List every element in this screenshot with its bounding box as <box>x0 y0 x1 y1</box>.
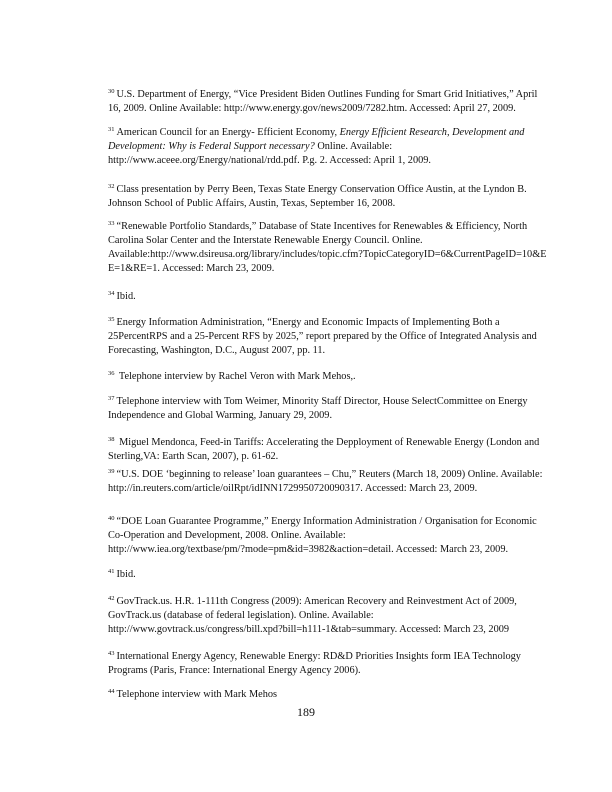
footnote-line <box>108 262 548 276</box>
italic-title-text: Development: Why is Federal Support necessary? <box>108 141 315 152</box>
footnote-line <box>108 543 548 557</box>
footnote-text: http://www.aceee.org/Energy/national/rdd.pdf. P.g. 2. Accessed: April 1, 2009. <box>108 155 431 166</box>
footnote-number: 42 <box>108 595 115 602</box>
footnote-line <box>108 248 548 262</box>
footnote-text: “U.S. DOE ‘beginning to release’ loan guarantees – Chu,” Reuters (March 18, 2009) Online. Available: <box>116 469 543 480</box>
footnote-text: “DOE Loan Guarantee Programme,” Energy Information Administration / Organisation for Economic <box>116 516 537 527</box>
footnote-42 <box>108 595 548 637</box>
footnote-35 <box>108 316 548 358</box>
footnote-line <box>108 197 548 211</box>
footnote-number: 35 <box>108 316 115 323</box>
footnote-line <box>108 450 548 464</box>
footnote-line <box>108 623 548 637</box>
footnote-number: 34 <box>108 290 115 297</box>
page-number: 189 <box>297 705 315 719</box>
footnote-line <box>108 344 548 358</box>
footnote-text: Class presentation by Perry Been, Texas State Energy Conservation Office Austin, at the Lyndon B. <box>116 184 527 195</box>
footnote-line <box>108 650 548 664</box>
footnote-text: 16, 2009. Online Available: http://www.energy.gov/news2009/7282.htm. Accessed: April 27, 2009. <box>108 103 516 114</box>
footnote-30 <box>108 88 548 116</box>
footnote-line <box>108 688 548 702</box>
footnote-line <box>108 330 548 344</box>
footnote-text: Johnson School of Public Affairs, Austin, Texas, September 16, 2008. <box>108 198 396 209</box>
footnote-text: GovTrack.us. H.R. 1-111th Congress (2009): American Recovery and Reinvestment Act of 2009, <box>116 596 517 607</box>
footnote-line <box>108 220 548 234</box>
footnote-44 <box>108 688 548 702</box>
footnote-text: International Energy Agency, Renewable Energy: RD&D Priorities Insights form IEA Technology <box>116 651 521 662</box>
footnote-line <box>108 316 548 330</box>
footnote-number: 36 <box>108 370 115 377</box>
footnote-number: 44 <box>108 688 115 695</box>
italic-title-text: Energy Efficient Research, Development and <box>339 127 525 138</box>
footnote-text: Forecasting, Washington, D.C., August 2007, pp. 11. <box>108 345 326 356</box>
footnote-line <box>108 395 548 409</box>
footnote-40 <box>108 515 548 557</box>
footnote-line <box>108 664 548 678</box>
footnote-37 <box>108 395 548 423</box>
footnote-line <box>108 370 548 384</box>
footnote-number: 38 <box>108 436 115 443</box>
footnote-number: 39 <box>108 468 115 475</box>
footnote-line <box>108 529 548 543</box>
footnote-text: Available:http://www.dsireusa.org/library/includes/topic.cfm?TopicCategoryID=6&CurrentPageID=10&E <box>108 249 547 260</box>
footnote-text: American Council for an Energy- Efficient Economy, <box>116 127 340 138</box>
footnote-41 <box>108 568 548 582</box>
footnote-line <box>108 436 548 450</box>
footnote-text: http://www.iea.org/textbase/pm/?mode=pm&id=3982&action=detail. Accessed: March 23, 2009. <box>108 544 509 555</box>
footnote-text: Energy Information Administration, “Energy and Economic Impacts of Implementing Both a <box>116 317 500 328</box>
footnote-text: E=1&RE=1. Accessed: March 23, 2009. <box>108 263 275 274</box>
footnote-32 <box>108 183 548 211</box>
footnote-number: 37 <box>108 395 115 402</box>
footnote-39 <box>108 468 548 496</box>
footnote-number: 33 <box>108 220 115 227</box>
footnote-text: Telephone interview with Tom Weimer, Minority Staff Director, House SelectCommittee on Energy <box>116 396 528 407</box>
footnote-number: 31 <box>108 126 115 133</box>
footnote-text: U.S. Department of Energy, “Vice President Biden Outlines Funding for Smart Grid Initiatives,” April <box>116 89 538 100</box>
footnote-34 <box>108 290 548 304</box>
footnote-line <box>108 409 548 423</box>
footnote-line <box>108 140 548 154</box>
footnote-43 <box>108 650 548 678</box>
footnote-text: http://www.govtrack.us/congress/bill.xpd?bill=h111-1&tab=summary. Accessed: March 23, 2009 <box>108 624 510 635</box>
footnote-line <box>108 126 548 140</box>
footnote-36 <box>108 370 548 384</box>
footnote-text: Programs (Paris, France: International Energy Agency 2006). <box>108 665 361 676</box>
footnote-33 <box>108 220 548 276</box>
footnote-text: Telephone interview with Mark Mehos <box>116 689 278 700</box>
footnote-line <box>108 88 548 102</box>
footnote-text: GovTrack.us (database of federal legislation). Online. Available: <box>108 610 374 621</box>
footnote-line <box>108 609 548 623</box>
footnote-38 <box>108 436 548 464</box>
footnote-text: Carolina Solar Center and the Interstate Renewable Energy Council. Online. <box>108 235 423 246</box>
footnote-line <box>108 515 548 529</box>
footnote-text: 25PercentRPS and a 25-Percent RFS by 2025,” report prepared by the Office of Integrated Analysis and <box>108 331 537 342</box>
footnote-line <box>108 154 548 168</box>
footnote-text: http://in.reuters.com/article/oilRpt/idINN1729950720090317. Accessed: March 23, 2009. <box>108 483 478 494</box>
footnote-line <box>108 290 548 304</box>
footnote-line <box>108 234 548 248</box>
footnote-number: 30 <box>108 88 115 95</box>
footnote-number: 43 <box>108 650 115 657</box>
footnote-line <box>108 482 548 496</box>
footnote-number: 32 <box>108 183 115 190</box>
footnote-line <box>108 102 548 116</box>
footnote-text: Ibid. <box>116 291 136 302</box>
footnote-text: Independence and Global Warming, January 29, 2009. <box>108 410 333 421</box>
footnote-line <box>108 595 548 609</box>
footnote-text: Online. Available: <box>314 141 393 152</box>
footnote-text: Sterling,VA: Earth Scan, 2007), p. 61-62. <box>108 451 279 462</box>
footnote-text: “Renewable Portfolio Standards,” Database of State Incentives for Renewables & Efficiency, North <box>116 221 528 232</box>
footnote-text: Co-Operation and Development, 2008. Online. Available: <box>108 530 346 541</box>
footnote-number: 40 <box>108 515 115 522</box>
footnote-text: Ibid. <box>116 569 136 580</box>
footnote-line <box>108 468 548 482</box>
footnote-number: 41 <box>108 568 115 575</box>
footnote-text: Miguel Mendonca, Feed-in Tariffs: Accelerating the Depployment of Renewable Energy (London and <box>116 437 540 448</box>
footnote-line <box>108 568 548 582</box>
footnote-line <box>108 183 548 197</box>
footnote-text: Telephone interview by Rachel Veron with Mark Mehos,. <box>116 371 356 382</box>
footnote-31 <box>108 126 548 168</box>
